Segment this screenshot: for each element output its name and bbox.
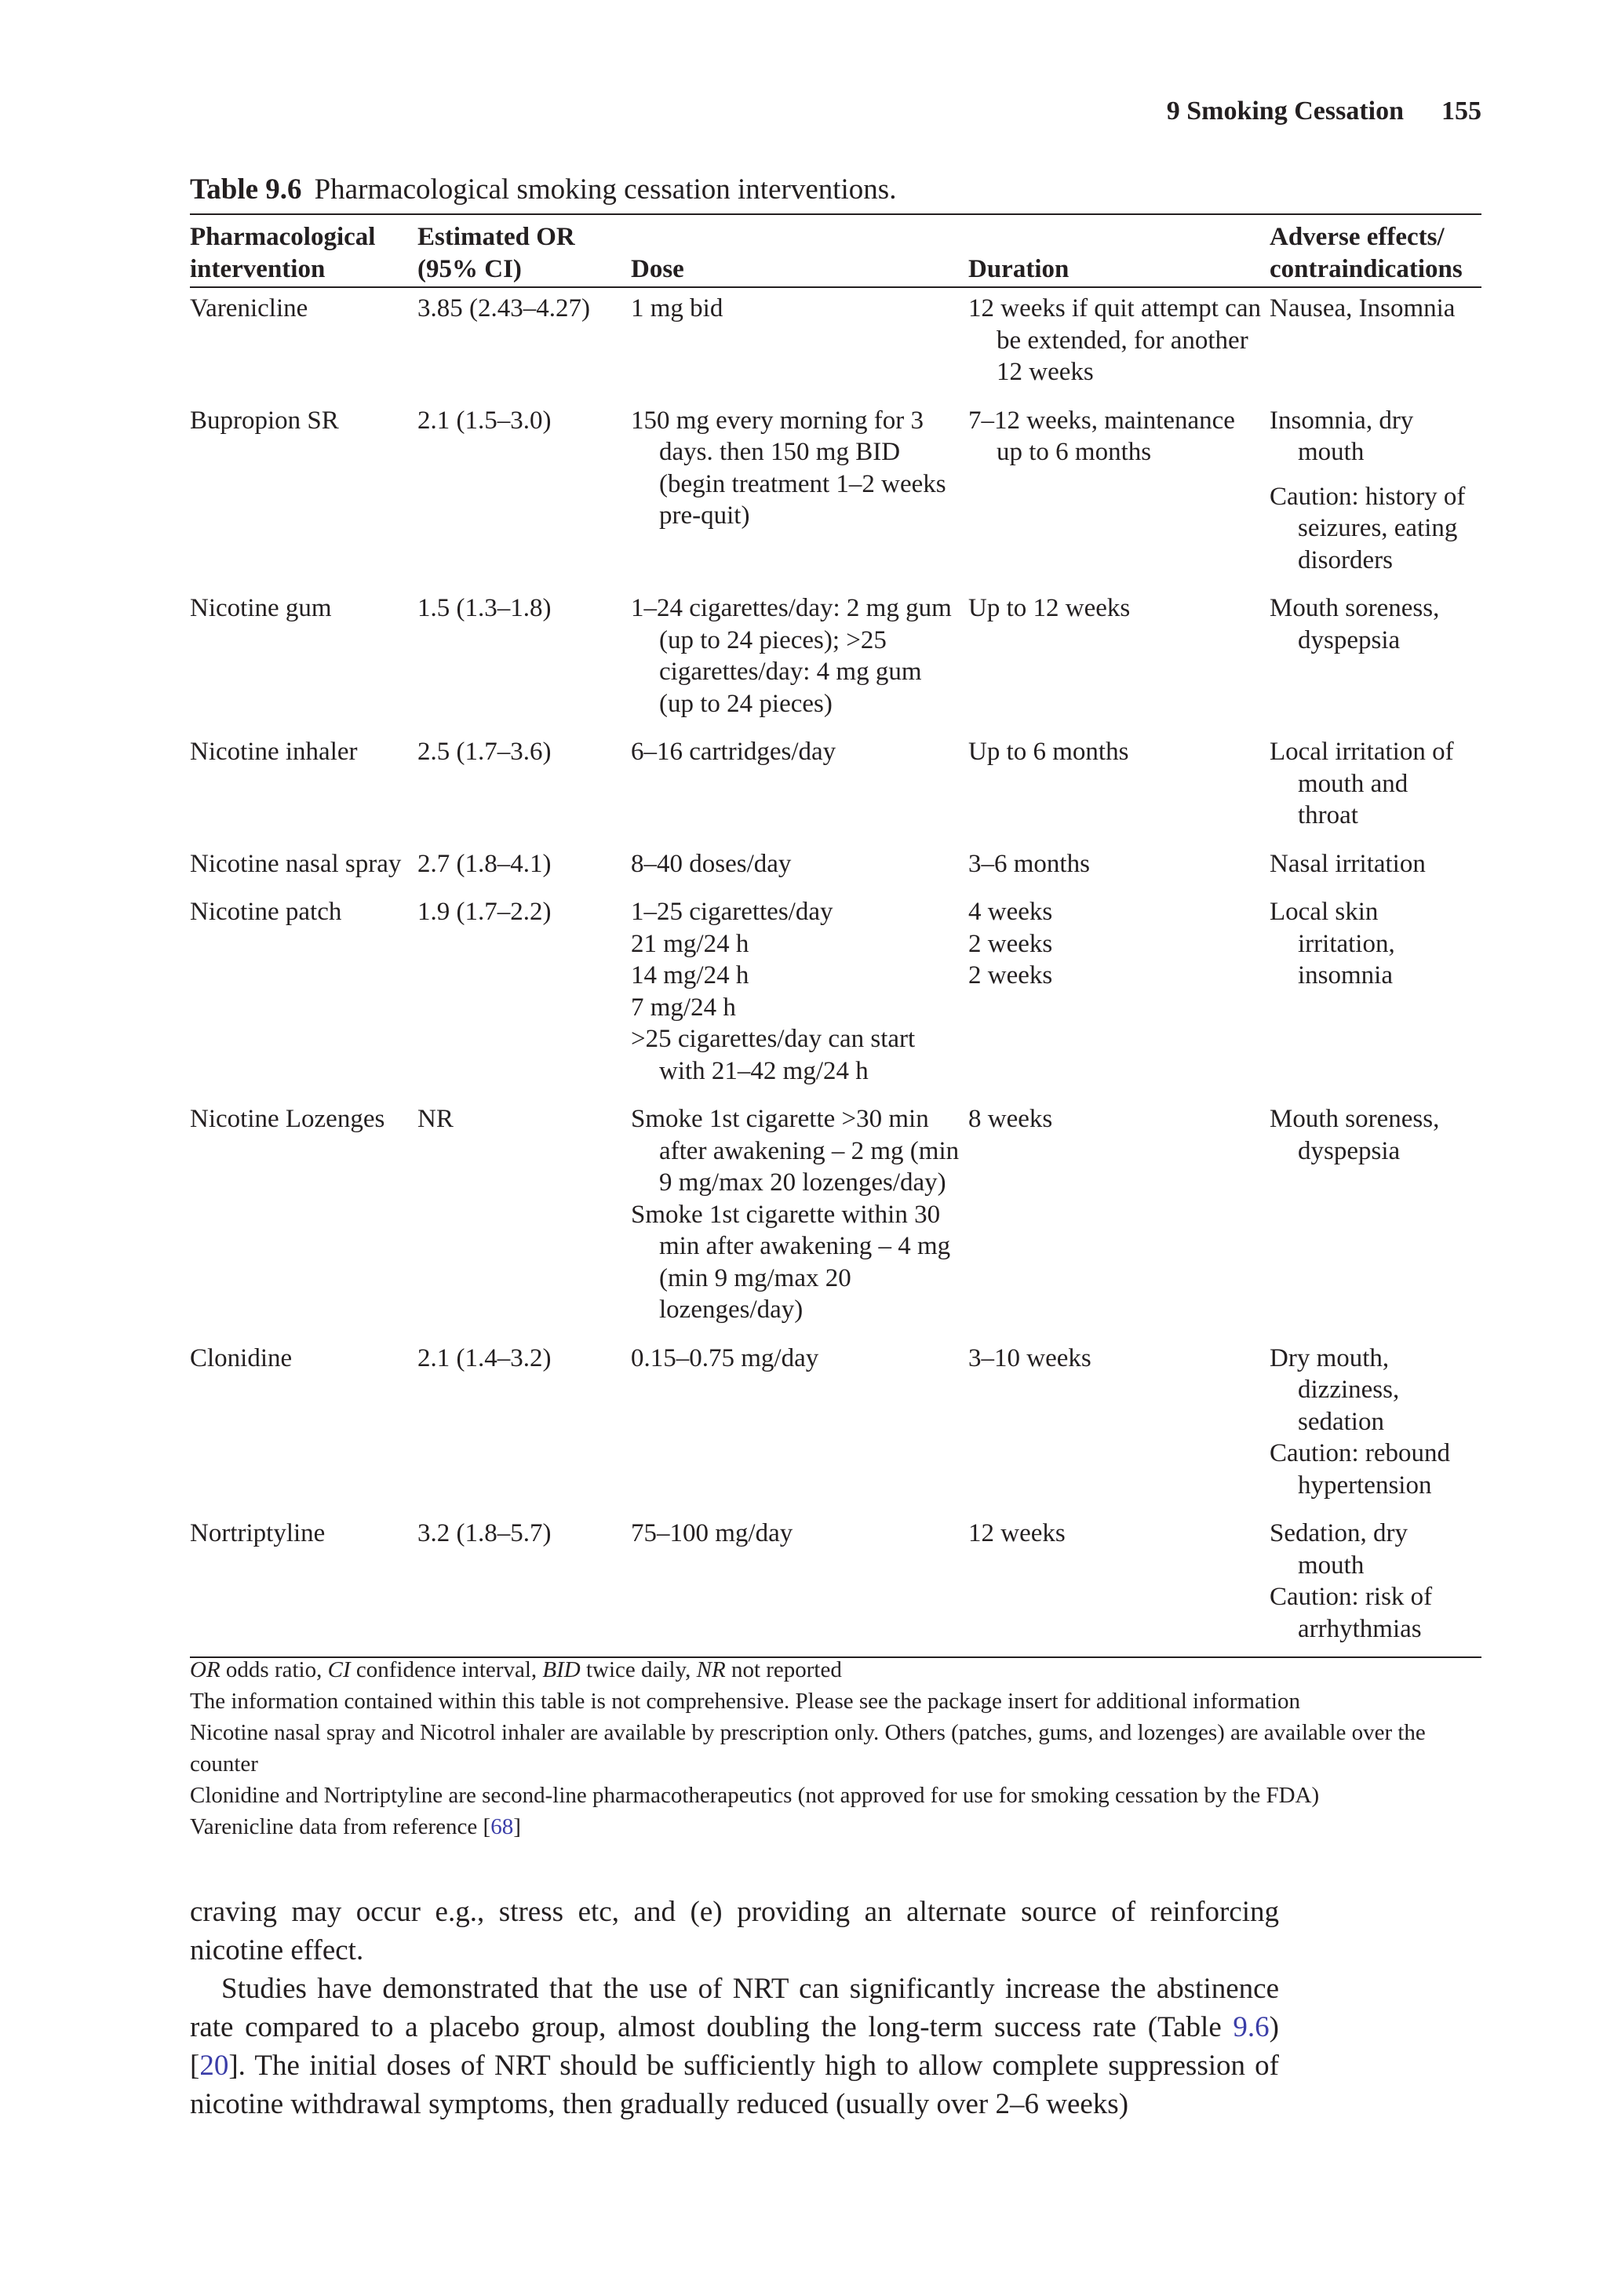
abbreviation-definition: odds ratio, [225, 1657, 322, 1682]
cell-adverse-effects [1270, 1513, 1481, 1657]
table-row [190, 1338, 1481, 1514]
body-text [190, 1893, 1279, 2123]
cell-line: 75–100 mg/day [631, 1519, 793, 1547]
cell-line: 1–24 cigarettes/day: 2 mg gum (up to 24 pieces); >25 cigarettes/day: 4 mg gum (up to 24 pieces) [631, 594, 952, 718]
table-label: Table 9.6 [190, 173, 302, 206]
cell-line: 2.1 (1.4–3.2) [417, 1343, 552, 1372]
cell-duration [968, 588, 1270, 731]
cell-duration [968, 1099, 1270, 1338]
table-row [190, 891, 1481, 1099]
cell-line: NR [417, 1105, 454, 1133]
running-head [190, 94, 1481, 129]
abbreviations-note [190, 1654, 1481, 1686]
note-prescription: Nicotine nasal spray and Nicotrol inhaler are available by prescription only. Others (patches, gums, and lozenges) are available over the counter [190, 1720, 1426, 1777]
cell-line: 3–6 months [968, 849, 1090, 878]
cell-duration [968, 1338, 1270, 1514]
cell-line: Varenicline [190, 294, 308, 323]
cell-line: 7–12 weeks, maintenance up to 6 months [968, 406, 1235, 466]
header-duration: Duration [968, 254, 1070, 283]
cell-line: Mouth soreness, dyspepsia [1270, 1105, 1440, 1165]
note-source-close: ] [513, 1814, 521, 1839]
cell-line: Sedation, dry mouth [1270, 1519, 1408, 1580]
table-title: Pharmacological smoking cessation interventions. [314, 173, 897, 206]
cell-adverse-effects [1270, 731, 1481, 844]
table-row [190, 844, 1481, 892]
cell-line: 6–16 cartridges/day [631, 738, 836, 766]
cell-line: 2.5 (1.7–3.6) [417, 738, 552, 766]
abbreviation-term: NR [696, 1657, 726, 1682]
cell-line: Local irritation of mouth and throat [1270, 738, 1454, 829]
cell-dose [631, 1513, 968, 1657]
cell-line: Smoke 1st cigarette >30 min after awakening – 2 mg (min 9 mg/max 20 lozenges/day) [631, 1105, 960, 1197]
header-estimated-or: Estimated OR (95% CI) [417, 223, 575, 283]
cell-estimated-or [417, 731, 631, 844]
cell-dose [631, 1338, 968, 1514]
body-paragraph-2-text-a: Studies have demonstrated that the use of NRT can significantly increase the abstinence rate compared to a placebo group, almost doubling the long-term success rate (Table [190, 1973, 1279, 2043]
table-row [190, 1099, 1481, 1338]
abbreviation-definition: twice daily, [585, 1657, 691, 1682]
table-row [190, 731, 1481, 844]
cell-estimated-or [417, 287, 631, 400]
cell-intervention [190, 1338, 417, 1514]
cell-estimated-or [417, 844, 631, 892]
cell-estimated-or [417, 891, 631, 1099]
cell-adverse-effects [1270, 1338, 1481, 1514]
cell-intervention [190, 1099, 417, 1338]
cell-line: 2 weeks [968, 929, 1053, 958]
cell-line: Insomnia, dry mouth [1270, 406, 1414, 466]
cell-line: Up to 6 months [968, 738, 1129, 766]
cell-line: 1.9 (1.7–2.2) [417, 898, 552, 926]
cell-adverse-effects [1270, 400, 1481, 589]
table-row [190, 287, 1481, 400]
table-row [190, 1513, 1481, 1657]
cell-dose [631, 731, 968, 844]
abbreviation-definition: confidence interval, [355, 1657, 537, 1682]
cell-estimated-or [417, 1338, 631, 1514]
cell-line: Caution: history of seizures, eating disorders [1270, 482, 1466, 574]
cell-line: Nicotine inhaler [190, 738, 358, 766]
cell-line: 8 weeks [968, 1105, 1053, 1133]
note-source-text: Varenicline data from reference [ [190, 1814, 491, 1839]
cell-line: Nausea, Insomnia [1270, 294, 1456, 323]
cell-intervention [190, 588, 417, 731]
cell-line: Nasal irritation [1270, 849, 1426, 878]
cell-line: Local skin irritation, insomnia [1270, 898, 1395, 989]
cell-duration [968, 1513, 1270, 1657]
cell-intervention [190, 731, 417, 844]
cell-dose [631, 891, 968, 1099]
body-paragraph-2-text-b: ) [ [190, 2011, 1279, 2082]
cell-duration [968, 400, 1270, 589]
cell-intervention [190, 844, 417, 892]
cell-estimated-or [417, 1099, 631, 1338]
cell-line: 1–25 cigarettes/day [631, 898, 833, 926]
cell-line: 0.15–0.75 mg/day [631, 1343, 819, 1372]
abbreviation-term: OR [190, 1657, 220, 1682]
table-caption [190, 171, 1481, 209]
cell-intervention [190, 400, 417, 589]
cell-adverse-effects [1270, 287, 1481, 400]
cell-line: 1 mg bid [631, 294, 723, 323]
cell-line: Dry mouth, dizziness, sedation [1270, 1343, 1400, 1436]
cell-adverse-effects [1270, 891, 1481, 1099]
cell-line: 3.2 (1.8–5.7) [417, 1519, 552, 1547]
cell-line: Up to 12 weeks [968, 594, 1131, 622]
cell-estimated-or [417, 400, 631, 589]
running-head-chapter: 9 Smoking Cessation [1166, 97, 1404, 126]
cell-line: 4 weeks [968, 898, 1053, 926]
cell-line: 14 mg/24 h [631, 961, 749, 989]
cell-dose [631, 400, 968, 589]
abbreviation-definition: not reported [731, 1657, 842, 1682]
cell-line: Nicotine gum [190, 594, 332, 622]
cell-line: Bupropion SR [190, 406, 339, 435]
header-intervention: Pharmacological intervention [190, 223, 376, 283]
cell-duration [968, 287, 1270, 400]
cell-line: Nicotine nasal spray [190, 849, 402, 878]
cell-line: 2.1 (1.5–3.0) [417, 406, 552, 435]
cell-line: 2.7 (1.8–4.1) [417, 849, 552, 878]
cell-line: Nicotine patch [190, 898, 342, 926]
header-dose: Dose [631, 254, 684, 283]
interventions-table [190, 213, 1481, 1658]
citation-link-20[interactable]: 20 [199, 2050, 229, 2082]
table-header-row [190, 214, 1481, 287]
cell-adverse-effects [1270, 588, 1481, 731]
cell-line: 150 mg every morning for 3 days. then 150 mg BID (begin treatment 1–2 weeks pre-quit) [631, 406, 946, 530]
cell-line: Nortriptyline [190, 1519, 326, 1547]
cell-intervention [190, 287, 417, 400]
cell-duration [968, 731, 1270, 844]
page-number: 155 [1441, 97, 1481, 126]
cell-line: Mouth soreness, dyspepsia [1270, 594, 1440, 654]
cell-adverse-effects [1270, 844, 1481, 892]
cell-line: 2 weeks [968, 961, 1053, 989]
abbreviation-term: CI [327, 1657, 351, 1682]
table-body [190, 287, 1481, 1657]
table-row [190, 400, 1481, 589]
body-paragraph-2-text-c: ]. The initial doses of NRT should be sufficiently high to allow complete suppression of nicotine withdrawal symptoms, then gradually reduced (usually over 2–6 weeks) [190, 2050, 1279, 2120]
body-paragraph-2 [190, 1970, 1279, 2123]
cell-line: Caution: rebound hypertension [1270, 1439, 1451, 1500]
cell-line: 7 mg/24 h [631, 993, 736, 1022]
cell-dose [631, 287, 968, 400]
table-reference-link[interactable]: 9.6 [1233, 2011, 1270, 2043]
note-second-line: Clonidine and Nortriptyline are second-line pharmacotherapeutics (not approved for use for smoking cessation by the FDA) [190, 1783, 1320, 1808]
cell-line: 8–40 doses/day [631, 849, 792, 878]
table-notes [190, 1654, 1481, 1842]
cell-line: 3.85 (2.43–4.27) [417, 294, 590, 323]
cell-line: Smoke 1st cigarette within 30 min after awakening – 4 mg (min 9 mg/max 20 lozenges/day) [631, 1200, 951, 1324]
cell-line: 12 weeks if quit attempt can be extended, for another 12 weeks [968, 294, 1261, 386]
note-not-comprehensive: The information contained within this table is not comprehensive. Please see the package insert for additional information [190, 1689, 1300, 1714]
cell-dose [631, 588, 968, 731]
cell-adverse-effects [1270, 1099, 1481, 1338]
cell-dose [631, 1099, 968, 1338]
abbreviation-term: BID [542, 1657, 581, 1682]
cell-intervention [190, 1513, 417, 1657]
cell-duration [968, 844, 1270, 892]
cell-line: 21 mg/24 h [631, 929, 749, 958]
cell-intervention [190, 891, 417, 1099]
table-row [190, 588, 1481, 731]
cell-line: 3–10 weeks [968, 1343, 1091, 1372]
cell-line: >25 cigarettes/day can start with 21–42 mg/24 h [631, 1025, 916, 1085]
cell-line: Clonidine [190, 1343, 293, 1372]
note-source [190, 1811, 1481, 1842]
body-paragraph-1: craving may occur e.g., stress etc, and (e) providing an alternate source of reinforcing nicotine effect. [190, 1896, 1279, 1966]
cell-line: Caution: risk of arrhythmias [1270, 1583, 1433, 1643]
cell-estimated-or [417, 1513, 631, 1657]
cell-line: Nicotine Lozenges [190, 1105, 385, 1133]
cell-duration [968, 891, 1270, 1099]
reference-link-68[interactable]: 68 [490, 1814, 514, 1839]
cell-line: 1.5 (1.3–1.8) [417, 594, 552, 622]
cell-estimated-or [417, 588, 631, 731]
header-adverse-effects: Adverse effects/ contraindications [1270, 223, 1463, 283]
cell-dose [631, 844, 968, 892]
cell-line: 12 weeks [968, 1519, 1066, 1547]
